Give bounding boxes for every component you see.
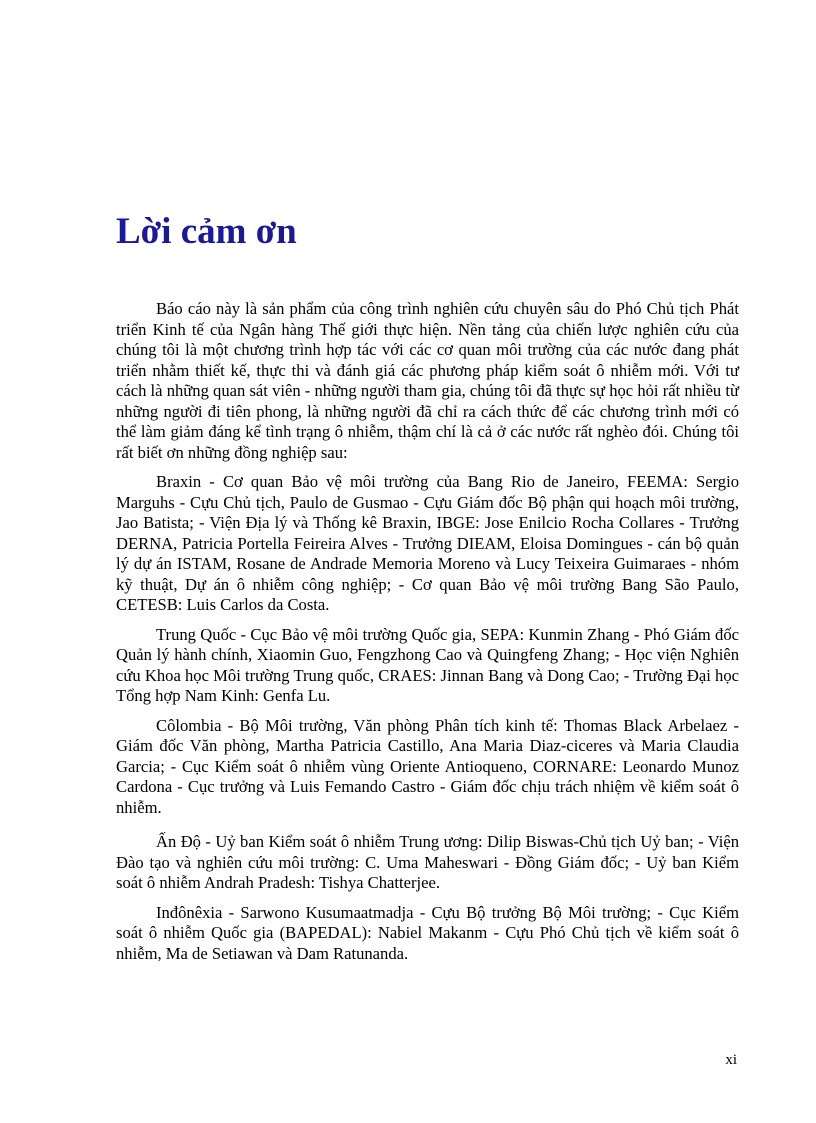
paragraph-china: Trung Quốc - Cục Bảo vệ môi trường Quốc gia, SEPA: Kunmin Zhang - Phó Giám đốc Quản lý hành chính, Xiaomin Guo, Fengzhong Cao và Quingfeng Zhang; - Học viện Nghiên cứu Khoa học Môi trường Trung quốc, CRAES: Jinnan Bang và Dong Cao; - Trường Đại học Tổng hợp Nam Kinh: Genfa Lu. <box>116 624 739 705</box>
body-text <box>116 299 739 973</box>
paragraph-indonesia: Inđônêxia - Sarwono Kusumaatmadja - Cựu Bộ trưởng Bộ Môi trường; - Cục Kiểm soát ô nhiễm Quốc gia (BAPEDAL): Nabiel Makanm - Cựu Phó Chủ tịch về kiểm soát ô nhiễm, Ma de Setiawan và Dam Ratunanda. <box>116 902 739 963</box>
page-title: Lời cảm ơn <box>116 211 297 252</box>
paragraph-intro: Báo cáo này là sản phẩm của công trình nghiên cứu chuyên sâu do Phó Chủ tịch Phát triển Kinh tế của Ngân hàng Thế giới thực hiện. Nền tảng của chiến lược nghiên cứu của chúng tôi là một chương trình hợp tác với các cơ quan môi trường của các nước đang phát triển nhằm thiết kế, thực thi và đánh giá các phương pháp kiểm soát ô nhiễm mới. Với tư cách là những quan sát viên - những người tham gia, chúng tôi đã thực sự học hỏi rất nhiều từ những người đi tiên phong, là những người đã chỉ ra cách thức để các chương trình mới có thể làm giảm đáng kể tình trạng ô nhiễm, thậm chí là cả ở các nước rất nghèo đói. Chúng tôi rất biết ơn những đồng nghiệp sau: <box>116 299 739 462</box>
paragraph-colombia: Côlombia - Bộ Môi trường, Văn phòng Phân tích kinh tế: Thomas Black Arbelaez - Giám đốc Văn phòng, Martha Patricia Castillo, Ana Maria Diaz-ciceres và Maria Claudia Garcia; - Cục Kiểm soát ô nhiễm vùng Oriente Antioqueno, CORNARE: Leonardo Munoz Cardona - Cục trưởng và Luis Femando Castro - Giám đốc chịu trách nhiệm về kiểm soát ô nhiễm. <box>116 715 739 817</box>
paragraph-brazil: Braxin - Cơ quan Bảo vệ môi trường của Bang Rio de Janeiro, FEEMA: Sergio Marguhs - Cựu Chủ tịch, Paulo de Gusmao - Cựu Giám đốc Bộ phận qui hoạch môi trường, Jao Batista; - Viện Địa lý và Thống kê Braxin, IBGE: Jose Enilcio Rocha Collares - Trưởng DERNA, Patricia Portella Feireira Alves - Trưởng DIEAM, Eloisa Domingues - cán bộ quản lý dự án ISTAM, Rosane de Andrade Memoria Moreno và Lucy Teixeira Guimaraes - nhóm kỹ thuật, Dự án ô nhiễm công nghiệp; - Cơ quan Bảo vệ môi trường Bang São Paulo, CETESB: Luis Carlos da Costa. <box>116 472 739 614</box>
page-number: xi <box>725 1052 737 1068</box>
paragraph-india: Ấn Độ - Uỷ ban Kiểm soát ô nhiễm Trung ương: Dilip Biswas-Chủ tịch Uỷ ban; - Viện Đào tạo và nghiên cứu môi trường: C. Uma Maheswari - Đồng Giám đốc; - Uỷ ban Kiểm soát ô nhiễm Andrah Pradesh: Tishya Chatterjee. <box>116 832 739 892</box>
